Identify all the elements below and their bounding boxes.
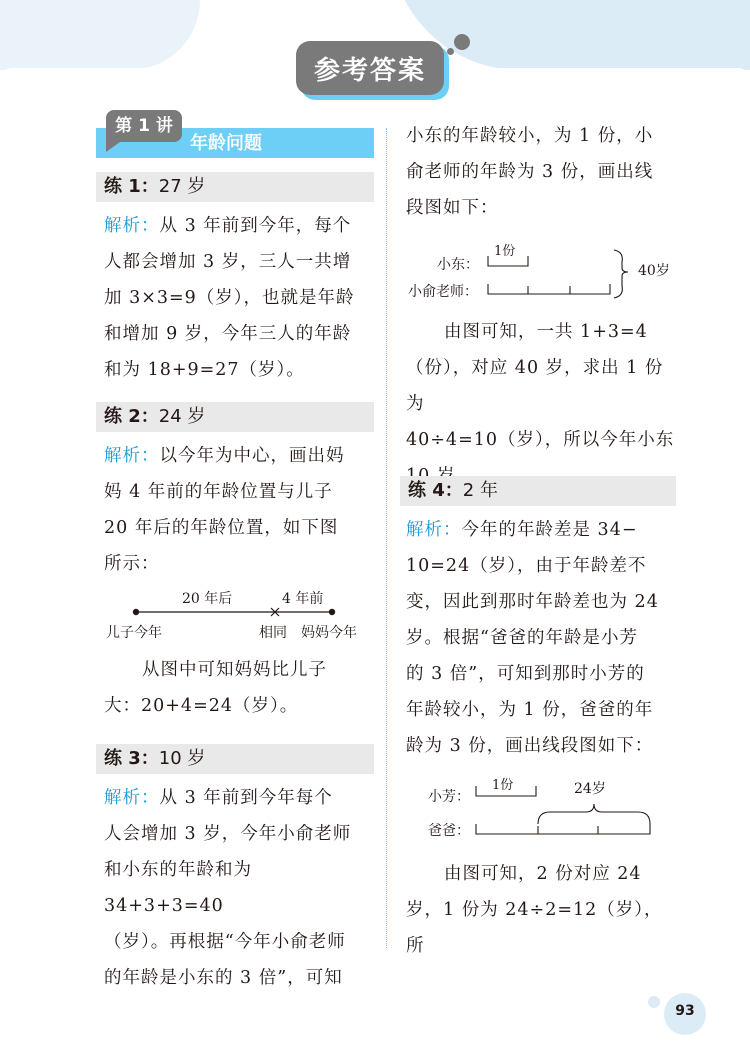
diagram-label: 小东： <box>437 257 479 273</box>
segment-diagram-ex4 <box>470 780 660 840</box>
exercise-4-conclusion <box>406 856 676 964</box>
text-line: 大：20+4=24（岁）。 <box>104 696 299 716</box>
diagram-label: 儿子今年 <box>106 625 162 641</box>
text-line: 岁，1 份为 24÷2=12（岁），所 <box>406 900 663 956</box>
explain-label: 解析： <box>104 216 160 236</box>
diagram-label: 20 年后 <box>182 591 233 607</box>
exercise-2-header <box>96 402 374 432</box>
exercise-4-header <box>400 476 676 506</box>
explain-label: 解析： <box>104 446 160 466</box>
exercise-1-answer: 27 岁 <box>158 176 206 197</box>
text-line: 10=24（岁），由于年龄差不 <box>406 556 647 576</box>
exercise-1-explanation <box>104 208 374 388</box>
text-line: 以今年为中心，画出妈 <box>159 446 345 466</box>
text-line: 段图如下： <box>406 198 499 218</box>
diagram-label: 妈妈今年 <box>301 625 357 641</box>
text-line: 和为 18+9=27（岁）。 <box>104 360 305 380</box>
diagram-label: 小芳： <box>428 789 470 805</box>
decor-dot <box>454 34 470 50</box>
exercise-2-conclusion <box>104 652 374 724</box>
text-line: 40÷4=10（岁），所以今年小东 <box>406 430 675 450</box>
text-line: 龄为 3 份，画出线段图如下： <box>406 736 654 756</box>
decor-dot <box>447 48 454 55</box>
diagram-label: 小俞老师： <box>408 284 478 300</box>
text-line: 岁。根据“爸爸的年龄是小芳 <box>406 628 638 648</box>
text-line: 加 3×3=9（岁），也就是年龄 <box>104 288 355 308</box>
answer-banner <box>296 41 444 95</box>
text-line: 年龄较小，为 1 份，爸爸的年 <box>406 700 654 720</box>
exercise-3-conclusion <box>406 314 676 494</box>
age-number-line <box>130 602 350 622</box>
text-line: 和增加 9 岁，今年三人的年龄 <box>104 324 352 344</box>
page-title: 参考答案 <box>313 56 426 86</box>
exercise-1-header <box>96 172 374 202</box>
difference-brace <box>538 804 650 824</box>
mom-point <box>329 609 335 615</box>
text-line: （岁）。再根据“今年小俞老师 <box>104 932 346 952</box>
exercise-4-answer: 2 年 <box>462 480 498 501</box>
diagram-label: 相同 <box>259 625 287 641</box>
column-divider <box>386 128 387 948</box>
diagram-label: 1份 <box>494 244 516 259</box>
text-line: 由图可知，2 份对应 24 <box>444 864 642 884</box>
page-number: 93 <box>675 1003 695 1019</box>
text-line: 所示： <box>104 554 160 574</box>
decor-dot <box>648 996 660 1008</box>
exercise-3-header <box>96 744 374 774</box>
text-line: 从图中可知妈妈比儿子 <box>142 660 327 680</box>
exercise-2-explanation <box>104 438 374 582</box>
xiaodong-segment <box>488 256 528 266</box>
xiaofang-segment <box>476 786 536 796</box>
text-line: 和小东的年龄和为 34+3+3=40 <box>104 860 252 916</box>
segment-diagram-ex3 <box>480 244 640 304</box>
text-line: 变，因此到那时年龄差也为 24 <box>406 592 659 612</box>
text-line: 今年的年龄差是 34− <box>461 520 638 540</box>
diagram-label: 爸爸： <box>428 823 470 839</box>
exercise-1-label: 练 1： <box>104 176 159 197</box>
exercise-3-label: 练 3： <box>104 748 159 769</box>
exercise-3-explanation <box>104 780 374 996</box>
text-line: 的 3 倍”，可知到那时小芳的 <box>406 664 645 684</box>
text-line: 妈 4 年前的年龄位置与儿子 <box>104 482 333 502</box>
exercise-4-explanation <box>406 512 676 764</box>
diagram-label: 40岁 <box>638 263 670 279</box>
lesson-title: 年龄问题 <box>190 133 262 154</box>
text-line: 从 3 年前到今年，每个 <box>159 216 352 236</box>
text-line: 从 3 年前到今年每个 <box>159 788 333 808</box>
teacher-segment <box>488 284 610 294</box>
total-brace <box>614 250 628 298</box>
exercise-3-answer: 10 岁 <box>158 748 206 769</box>
text-line: 的年龄是小东的 3 倍”，可知 <box>104 968 343 988</box>
text-line: （份），对应 40 岁，求出 1 份为 <box>406 358 664 414</box>
explain-label: 解析： <box>104 788 160 808</box>
diagram-label: 1份 <box>492 778 514 793</box>
exercise-4-label: 练 4： <box>408 480 463 501</box>
exercise-3-continued <box>406 118 676 226</box>
diagram-label: 4 年前 <box>282 591 324 607</box>
text-line: 俞老师的年龄为 3 份，画出线 <box>406 162 654 182</box>
diagram-label: 24岁 <box>574 781 606 797</box>
text-line: 人都会增加 3 岁，三人一共增 <box>104 252 352 272</box>
son-point <box>133 609 139 615</box>
lesson-tag: 第 1 讲 <box>106 110 182 142</box>
text-line: 20 年后的年龄位置，如下图 <box>104 518 339 538</box>
explain-label: 解析： <box>406 520 462 540</box>
dad-segment <box>476 824 650 834</box>
text-line: 小东的年龄较小，为 1 份，小 <box>406 126 654 146</box>
text-line: 人会增加 3 岁，今年小俞老师 <box>104 824 352 844</box>
exercise-2-answer: 24 岁 <box>158 406 206 427</box>
text-line: 由图可知，一共 1+3=4 <box>444 322 648 342</box>
exercise-2-label: 练 2： <box>104 406 159 427</box>
